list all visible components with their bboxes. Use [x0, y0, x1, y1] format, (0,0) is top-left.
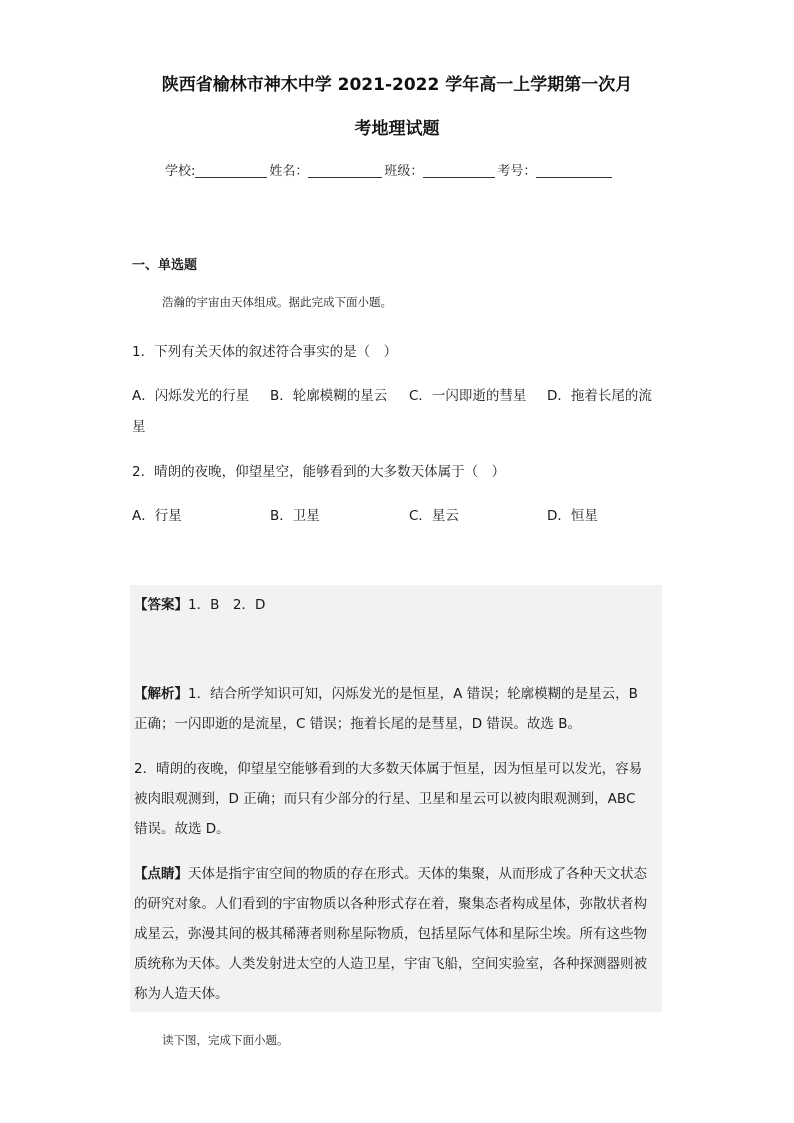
- comment-line-2: 的研究对象。人们看到的宇宙物质以各种形式存在着，聚集态者构成星体，弥散状者构: [134, 896, 647, 912]
- question-1-option-d-wrap: 星: [132, 419, 146, 435]
- class-label: 班级：: [384, 164, 424, 179]
- question-2-option-b: B．卫星: [270, 508, 320, 524]
- analysis-line-1: [134, 682, 638, 702]
- comment-line-5: 称为人造天体。: [134, 986, 229, 1002]
- student-info-line: [165, 160, 614, 179]
- question-group-intro: 浩瀚的宇宙由天体组成。据此完成下面小题。: [162, 295, 392, 309]
- analysis-label: 【解析】: [134, 686, 188, 702]
- answer-line: [134, 593, 265, 613]
- name-label: 姓名：: [269, 164, 309, 179]
- document-title-line1: 陕西省榆林市神木中学 2021-2022 学年高一上学期第一次月: [161, 75, 633, 95]
- answer-explanation-box: [130, 585, 662, 1012]
- question-1-option-d: D．拖着长尾的流: [547, 388, 652, 404]
- next-question-group-intro: 读下图，完成下面小题。: [162, 1033, 289, 1047]
- question-2-option-c: C．星云: [409, 508, 459, 524]
- question-2-option-d: D．恒星: [547, 508, 598, 524]
- comment-line-3: 成星云，弥漫其间的极其稀薄者则称星际物质，包括星际气体和星际尘埃。所有这些物: [134, 926, 647, 942]
- analysis-line-5: 错误。故选 D。: [134, 821, 230, 837]
- document-title-line2: 考地理试题: [354, 119, 440, 139]
- answer-text: 1．B 2．D: [188, 597, 266, 613]
- comment-text-1: 天体是指宇宙空间的物质的存在形式。天体的集聚，从而形成了各种天文状态: [188, 866, 647, 882]
- analysis-line-2: 正确；一闪即逝的是流星，C 错误；拖着长尾的是彗星，D 错误。故选 B。: [134, 716, 581, 732]
- comment-label: 【点睛】: [134, 866, 188, 882]
- analysis-line-4: 被肉眼观测到，D 正确；而只有少部分的行星、卫星和星云可以被肉眼观测到，ABC: [134, 791, 636, 807]
- question-2-stem: 2．晴朗的夜晚，仰望星空，能够看到的大多数天体属于（ ）: [132, 464, 506, 480]
- school-label: 学校:: [165, 164, 196, 179]
- question-1-stem: 1．下列有关天体的叙述符合事实的是（ ）: [132, 344, 398, 360]
- analysis-text-1: 1．结合所学知识可知，闪烁发光的是恒星，A 错误；轮廓模糊的是星云，B: [188, 686, 638, 702]
- question-1-option-c: C．一闪即逝的彗星: [409, 388, 527, 404]
- name-blank: [308, 163, 382, 178]
- number-label: 考号：: [497, 164, 537, 179]
- answer-label: 【答案】: [134, 597, 188, 613]
- question-2-option-a: A．行星: [132, 508, 182, 524]
- number-blank: [536, 163, 612, 178]
- question-1-option-a: A．闪烁发光的行星: [132, 388, 250, 404]
- section-heading: 一、单选题: [132, 258, 198, 273]
- comment-line-1: [134, 862, 647, 882]
- comment-line-4: 质统称为天体。人类发射进太空的人造卫星，宇宙飞船，空间实验室，各种探测器则被: [134, 956, 647, 972]
- analysis-line-3: 2．晴朗的夜晚，仰望星空能够看到的大多数天体属于恒星，因为恒星可以发光，容易: [134, 761, 643, 777]
- question-1-option-b: B．轮廓模糊的星云: [270, 388, 388, 404]
- class-blank: [423, 163, 495, 178]
- school-blank: [195, 163, 267, 178]
